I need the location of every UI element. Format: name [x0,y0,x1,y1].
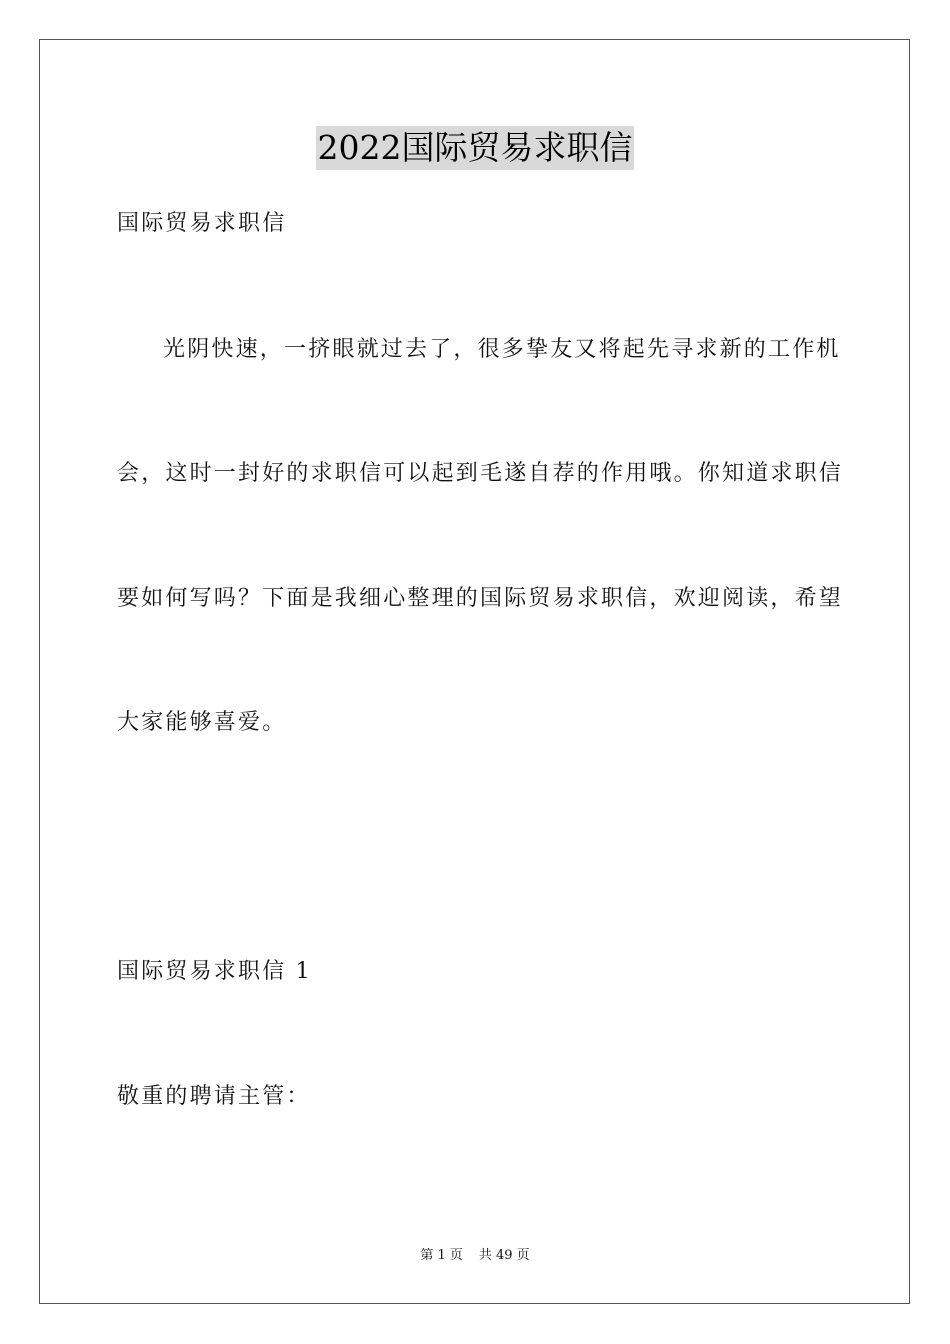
section-heading: 国际贸易求职信 1 [117,959,312,984]
paragraph-line-3: 要如何写吗？下面是我细心整理的国际贸易求职信，欢迎阅读，希望 [117,586,844,611]
paragraph-line-2: 会，这时一封好的求职信可以起到毛遂自荐的作用哦。你知道求职信 [117,461,844,486]
page-number: 第 1 页 [420,1248,463,1263]
page-footer [0,1247,950,1265]
salutation: 敬重的聘请主管： [117,1084,311,1109]
paragraph-line-4: 大家能够喜爱。 [117,710,287,735]
subtitle: 国际贸易求职信 [117,211,287,236]
title-container [0,126,950,170]
paragraph-line-1: 光阴快速，一挤眼就过去了，很多挚友又将起先寻求新的工作机 [163,337,841,362]
document-title: 2022国际贸易求职信 [316,126,635,170]
page-total: 共 49 页 [478,1248,530,1263]
